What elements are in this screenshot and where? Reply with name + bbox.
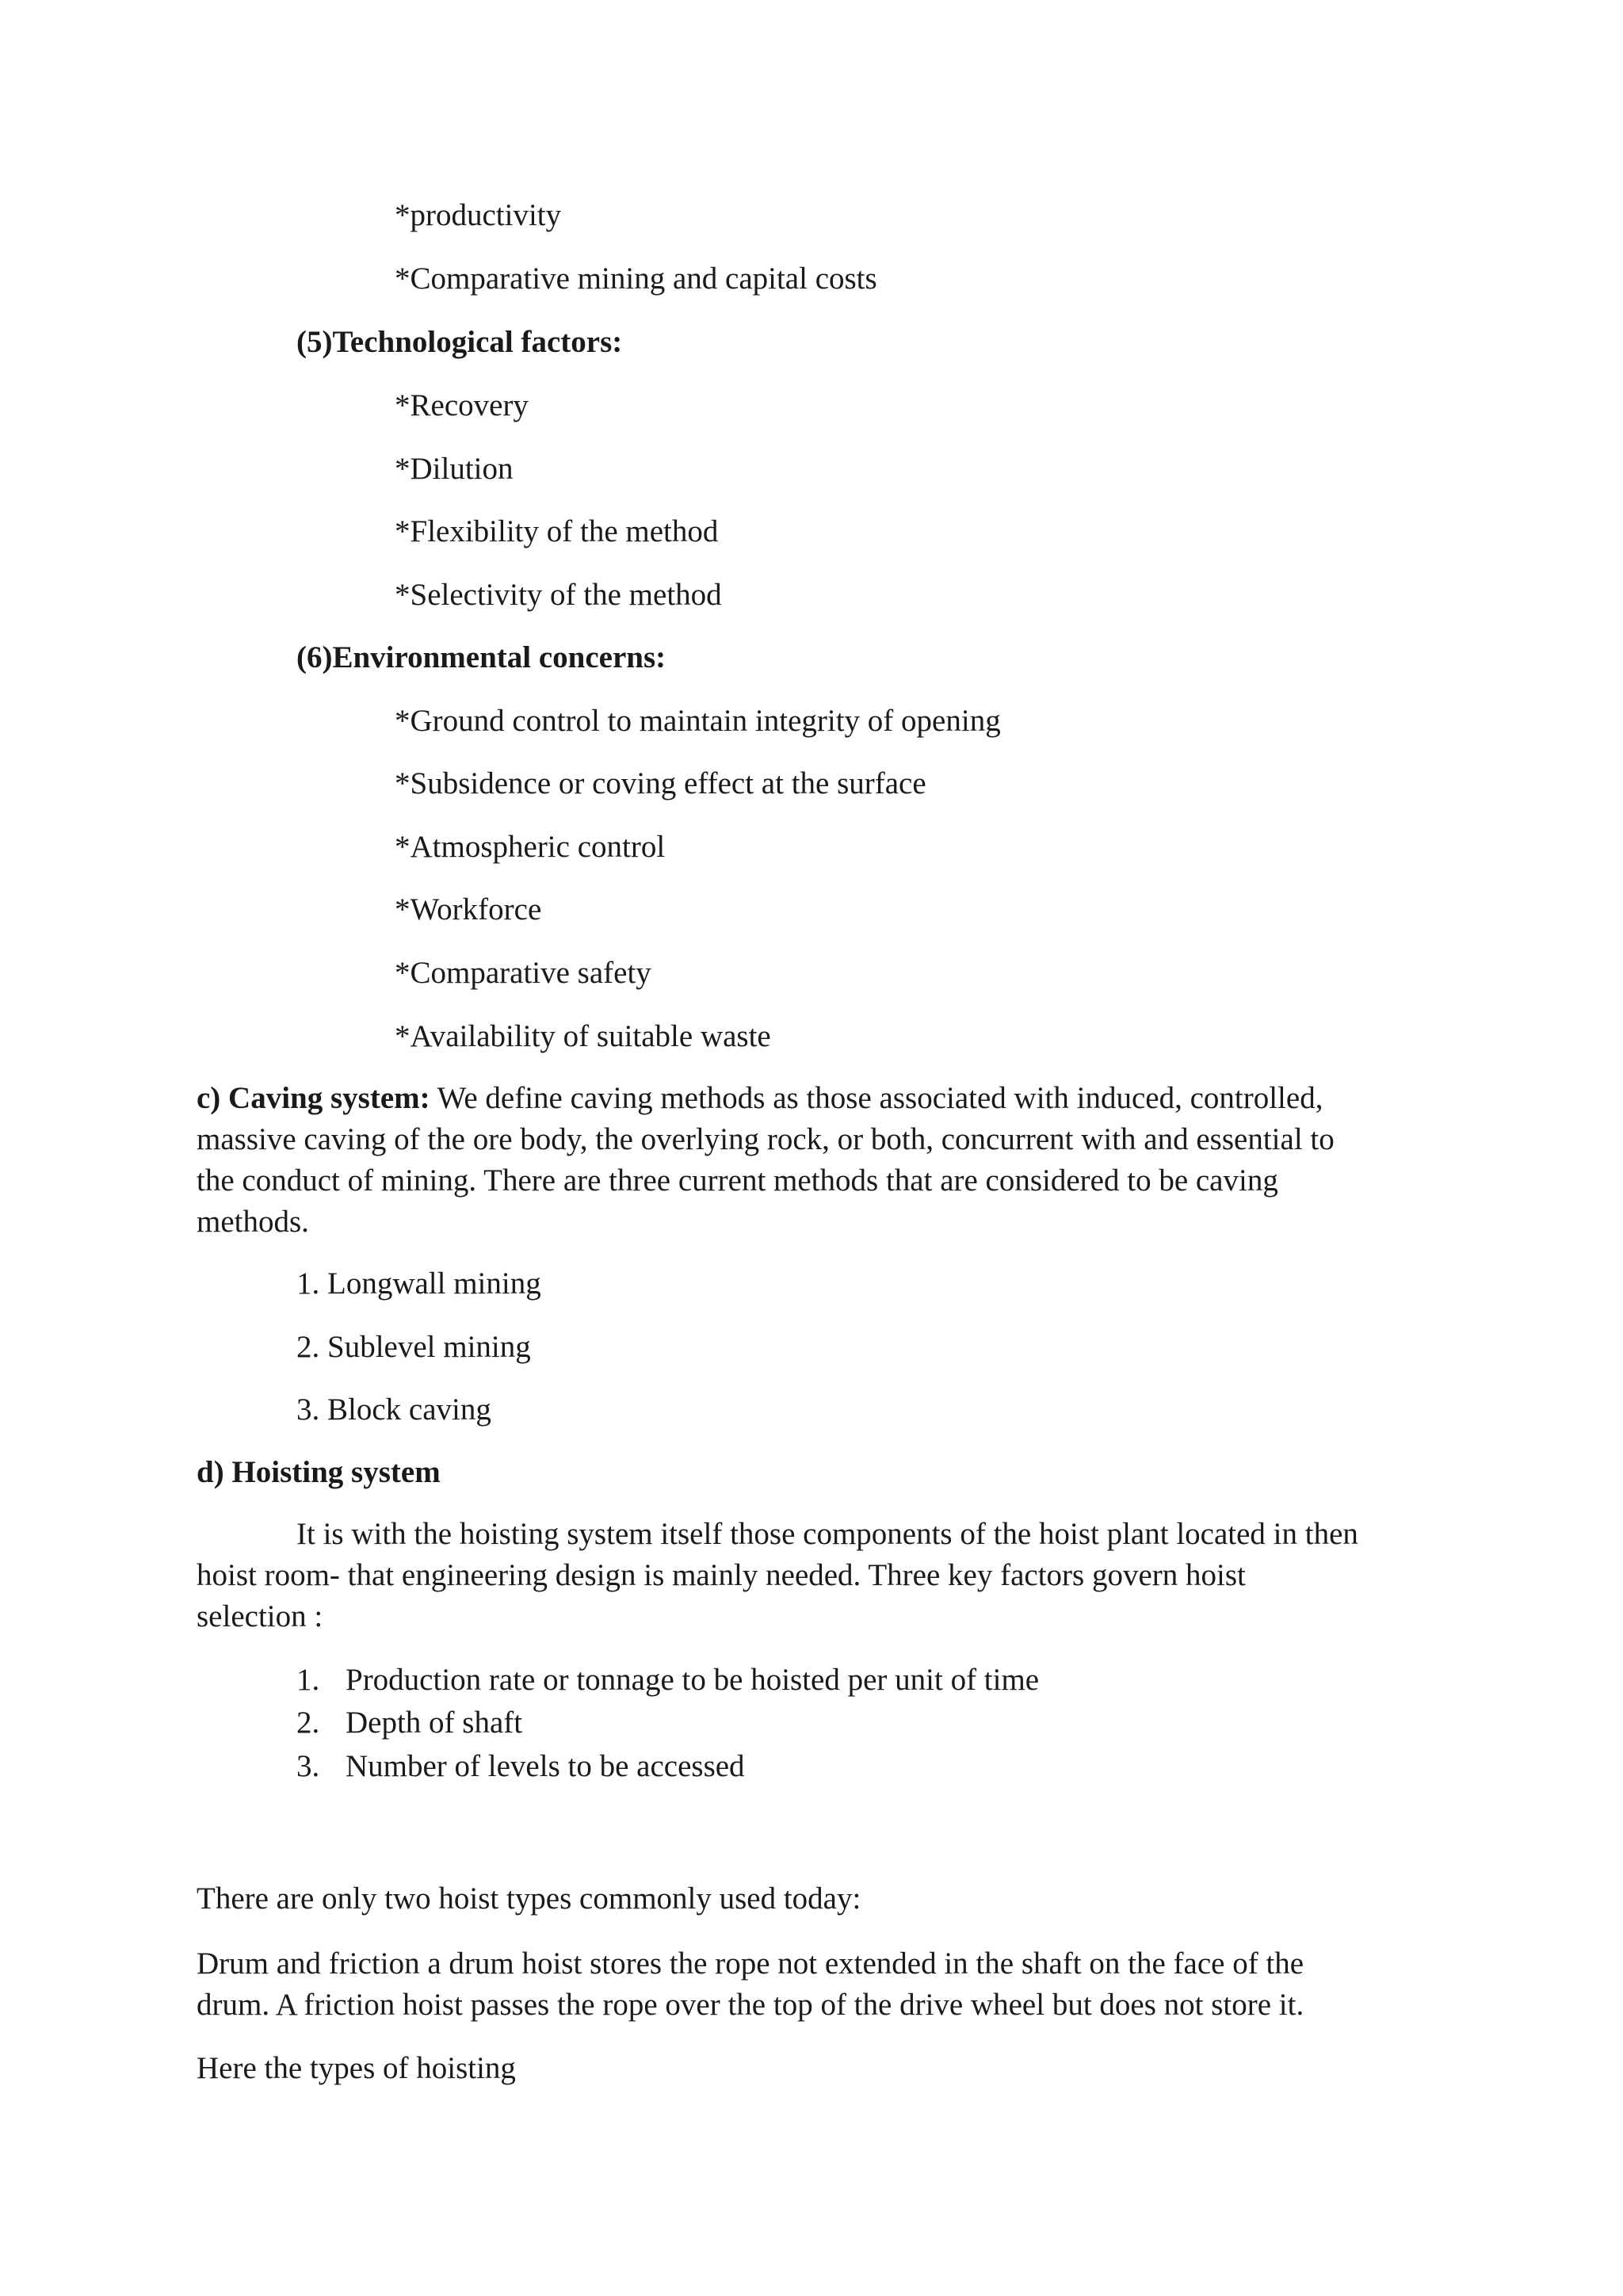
hoist-types-intro: There are only two hoist types commonly used today: xyxy=(197,1881,861,1916)
caving-text-1: We define caving methods as those associated with induced, controlled, xyxy=(430,1081,1323,1115)
list-item-safety: *Comparative safety xyxy=(395,956,651,990)
caving-method-longwall: 1. Longwall mining xyxy=(296,1266,541,1301)
hoist-factor-num-1: 1. xyxy=(296,1663,320,1697)
list-item-recovery: *Recovery xyxy=(395,388,529,422)
caving-paragraph-line-4: methods. xyxy=(197,1205,309,1239)
list-item-productivity: *productivity xyxy=(395,198,562,232)
hoisting-paragraph-line-3: selection : xyxy=(197,1599,323,1633)
caving-method-block: 3. Block caving xyxy=(296,1392,491,1427)
caving-paragraph-line-2: massive caving of the ore body, the overlying rock, or both, concurrent with and essential to xyxy=(197,1122,1335,1156)
list-item-flexibility: *Flexibility of the method xyxy=(395,514,719,548)
hoist-types-desc-line-2: drum. A friction hoist passes the rope over the top of the drive wheel but does not store it. xyxy=(197,1988,1304,2022)
hoisting-paragraph-line-2: hoist room- that engineering design is mainly needed. Three key factors govern hoist xyxy=(197,1558,1246,1592)
hoist-factor-3: Number of levels to be accessed xyxy=(346,1749,745,1783)
hoist-types-closing: Here the types of hoisting xyxy=(197,2051,516,2085)
hoist-types-desc-line-1: Drum and friction a drum hoist stores the rope not extended in the shaft on the face of the xyxy=(197,1946,1304,1981)
section-heading-hoisting: d) Hoisting system xyxy=(197,1455,441,1489)
caving-paragraph-line-3: the conduct of mining. There are three current methods that are considered to be caving xyxy=(197,1163,1278,1198)
caving-paragraph-line-1 xyxy=(197,1078,1323,1119)
list-item-dilution: *Dilution xyxy=(395,452,514,486)
section-heading-environmental: (6)Environmental concerns: xyxy=(296,640,666,674)
list-item-subsidence: *Subsidence or coving effect at the surface xyxy=(395,766,926,800)
hoisting-paragraph-line-1: It is with the hoisting system itself those components of the hoist plant located in then xyxy=(296,1517,1358,1551)
list-item-comparative-costs: *Comparative mining and capital costs xyxy=(395,262,877,296)
list-item-selectivity: *Selectivity of the method xyxy=(395,578,722,612)
list-item-waste: *Availability of suitable waste xyxy=(395,1019,771,1053)
hoist-factor-1: Production rate or tonnage to be hoisted per unit of time xyxy=(346,1663,1040,1697)
hoist-factor-2: Depth of shaft xyxy=(346,1706,523,1740)
section-heading-technological: (5)Technological factors: xyxy=(296,325,623,359)
list-item-ground-control: *Ground control to maintain integrity of opening xyxy=(395,704,1001,738)
caving-label: c) Caving system: xyxy=(197,1081,430,1115)
hoist-factor-num-3: 3. xyxy=(296,1749,320,1783)
list-item-workforce: *Workforce xyxy=(395,892,542,926)
caving-method-sublevel: 2. Sublevel mining xyxy=(296,1330,531,1364)
hoist-factor-num-2: 2. xyxy=(296,1706,320,1740)
list-item-atmospheric: *Atmospheric control xyxy=(395,830,666,864)
